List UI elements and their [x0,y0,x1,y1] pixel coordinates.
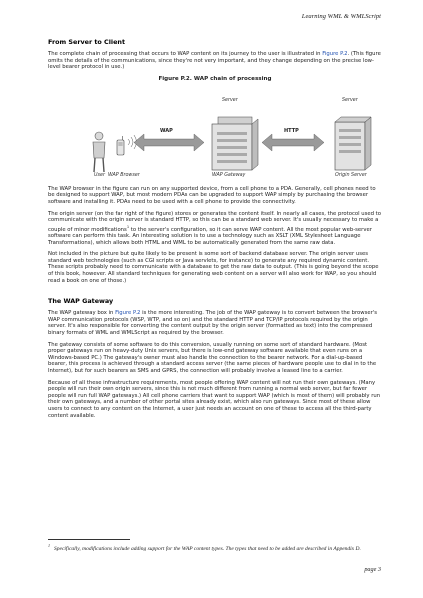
footnote-marker: 1 [48,543,50,548]
footnote [48,543,382,553]
paragraph-text: The complete chain of processing that occurs to WAP content on its journey to the user is illustrated in [48,51,323,57]
gateway-server-label: Server [222,97,238,103]
footnote-text: Specifically, modifications include adding support for the WAP content types. The types that need to be added are described in Appendix D. [54,545,361,552]
http-arrow-label: HTTP [284,127,299,134]
paragraph-text: is the more interesting. The job of the WAP gateway is to convert between the browser's WAP communication protocols (WSP, WTP, and so on) and the standard HTTP and TCP/IP protocols required by the origin server. It's also responsible for converting the content output by the origin server (formatted as text) into the compressed binary formats of WML and WMLScript as required by the browser. [48,310,378,337]
paragraph-database: Not included in the picture but quite likely to be present is some sort of backend database server. The origin server uses standard web technologies (such as CGI scripts or Java servlets, for instance) to generate any required dynamic content. These scripts probably need to communicate with a database to get the raw data to output. (This is going beyond the scope of this book, however. All standard techniques for generating web content on a server will also work for WAP, so you should read a book on one of those.) [48,251,379,284]
figure-link[interactable]: Figure P.2 [115,310,141,317]
user-label: User [94,172,105,178]
wap-phone-icon [117,136,124,155]
http-arrow-icon [262,134,324,151]
paragraph-intro [48,51,382,71]
page-number: page 3 [364,566,381,573]
user-figure-icon [93,132,105,172]
section-heading-server-to-client: From Server to Client [48,38,126,46]
paragraph-gateway-role [48,310,382,336]
gateway-server-icon [212,117,258,170]
wap-gateway-label: WAP Gateway [212,172,246,178]
origin-server-icon [335,117,371,170]
section-heading-wap-gateway: The WAP Gateway [48,297,114,306]
running-head: Learning WML & WMLScript [301,13,381,20]
wap-arrow-icon [134,134,204,151]
paragraph-browser: The WAP browser in the figure can run on any supported device, from a cell phone to a PDA. Generally, cell phones need to be designed to support WAP, but most modern PDAs can be upgraded to support WAP simply by purchasing the browser software and installing it. PDAs need to be used with a cell phone to provide the connectivity. [48,185,376,205]
wap-arrow-label: WAP [160,127,173,134]
paragraph-text: The origin server (on the far right of the figure) stores or generates the content itself. In nearly all cases, the protocol used to communicate with the origin server is standard HTTP, so this can be a standard web server. It's usually necessary to make a couple of minor modifications [48,210,381,233]
footnote-reference[interactable]: 1 [126,224,130,229]
wap-chain-diagram [48,84,382,180]
paragraph-infrastructure: Because of all these infrastructure requirements, most people offering WAP content will not run their own gateways. (Many people will run their own origin servers, since this is not much different from running a normal web server, but far fewer people will run full WAP gateways.) All cell phone carriers that want to support WAP (which is most of them) will probably run their own gateways, and a number of other portal sites already exist, which also run gateways. Since most of these allow users to connect to any content on the Internet, a user just needs an account on one of these to access all the third-party content available. [48,379,381,419]
wap-chain-figure [48,84,382,180]
paragraph-text: to the server's configuration, so it can serve WAP content. All the most popular web-server software can perform this task. An interesting solution is to use a technology such as XSLT (XML Stylesheet Language Transformations), which allows both HTML and WML to be automatically generated from the same raw data. [48,226,372,246]
paragraph-gateway-hardware: The gateway consists of some software to do this conversion, usually running on some sort of standard hardware. (Most proper gateways run on heavy-duty Unix servers, but there is low-end gateway software available that even runs on a Windows-based PC.) The gateway's owner must also handle the connection to the bearer network. For a dial-up-based bearer, this process is achieved through a standard access server (the same pieces of hardware people use to dial in to the Internet), but for such bearers as SMS and GPRS, the connection will probably involve a leased line to a carrier. [48,341,377,375]
figure-title: Figure P.2. WAP chain of processing [158,75,272,82]
origin-server-top-label: Server [342,97,358,103]
paragraph-origin-server [48,211,382,247]
paragraph-text: . (This figure omits the details of the communications, since they're not very important, and they change depending on the precise low-level bearer protocol in use.) [48,51,381,71]
footnote-divider [48,539,130,540]
origin-server-label: Origin Server [335,172,367,178]
wap-browser-label: WAP Browser [108,172,140,178]
page-content [48,38,382,424]
paragraph-text: The WAP gateway box in [48,310,116,317]
figure-link[interactable]: Figure P.2 [322,51,348,57]
